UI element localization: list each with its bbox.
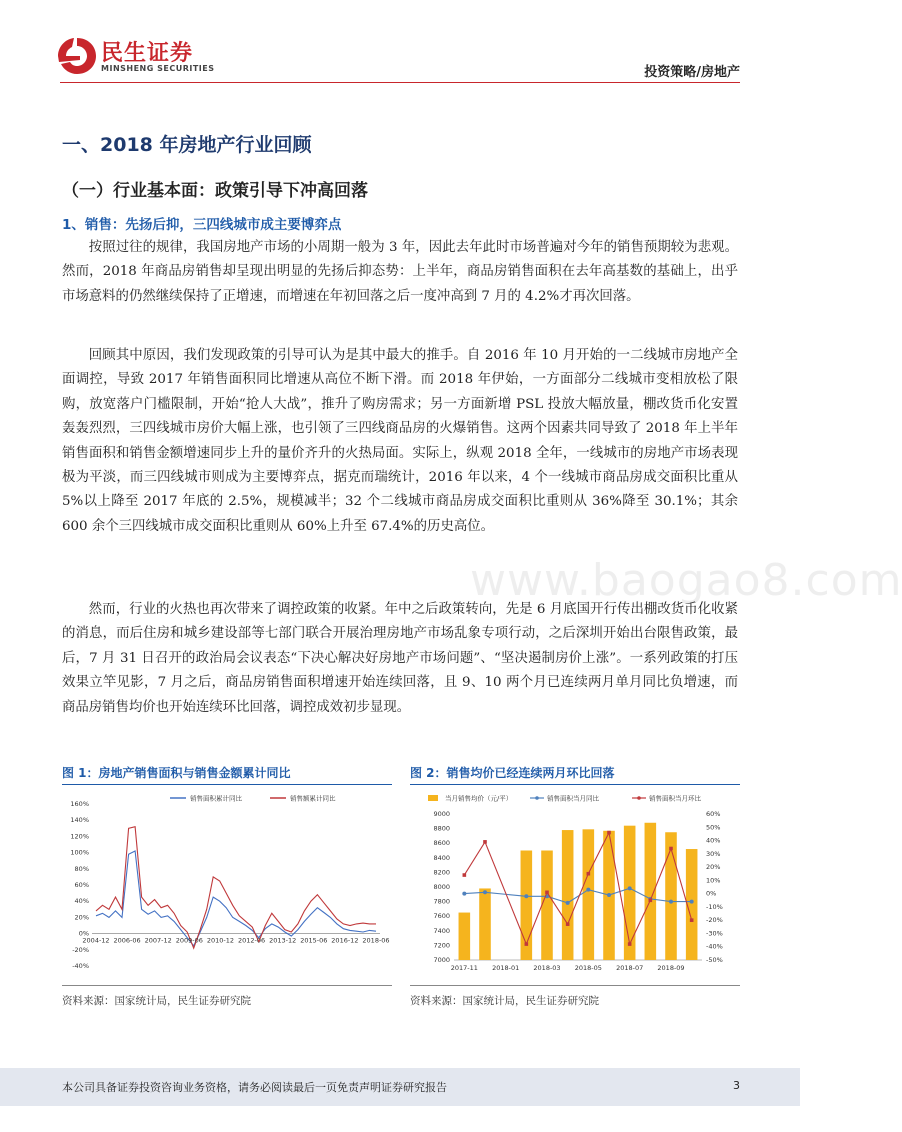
x-tick-label: 2018-01	[492, 964, 520, 972]
yoy-point	[462, 892, 466, 896]
logo-text-en: MINSHENG SECURITIES	[101, 64, 215, 73]
y-left-tick-label: 8600	[433, 839, 450, 848]
y-tick-label: 140%	[70, 816, 89, 825]
y-tick-label: 100%	[70, 848, 89, 857]
x-tick-label: 2010-12	[206, 936, 235, 945]
price-bar	[479, 888, 491, 960]
mom-point	[525, 942, 529, 946]
mom-point	[545, 891, 549, 895]
x-tick-label: 2018-09	[657, 964, 685, 972]
paragraph-3: 然而，行业的火热也再次带来了调控政策的收紧。年中之后政策转向，先是 6 月底国开行传出棚改货币化收紧的消息，而后住房和城乡建设部等七部门联合开展治理房地产市场乱象专项行动，之后深圳开始出台限售政策，最后，7 月 31 日召开的政治局会议表态“下决心解决好房地产市场问题”、“坚决遏制房价上涨”。一系列政策的打压效果立竿见影，7 月之后，商品房销售面积增速开始连续回落，且 9、10 两个月已连续两月单月同比负增速，而商品房销售均价也开始连续环比回落，调控成效初步显现。	[62, 602, 738, 715]
mom-point	[669, 847, 673, 851]
figure-2-bottom-rule	[410, 985, 740, 986]
x-tick-label: 2018-06	[362, 936, 390, 945]
logo-text-cn: 民生证券	[101, 41, 194, 66]
yoy-point	[524, 894, 528, 898]
subsection-heading: （一）行业基本面：政策引导下冲高回落	[62, 181, 368, 201]
legend-label: 销售面积当月环比	[649, 794, 701, 803]
legend-label: 当月销售均价（元/平）	[445, 794, 513, 803]
yoy-point	[607, 893, 611, 897]
page-number: 3	[733, 1079, 740, 1092]
figure-1-chart	[62, 788, 392, 980]
figure-2-source: 资料来源：国家统计局，民生证券研究院	[410, 995, 599, 1007]
y-left-tick-label: 7600	[433, 912, 450, 921]
y-right-tick-label: 60%	[706, 810, 721, 818]
x-tick-label: 2006-06	[113, 936, 141, 945]
topic-heading: 1、销售：先扬后抑，三四线城市成主要博弈点	[62, 217, 342, 233]
figure-2-rule	[410, 784, 740, 785]
mom-point	[587, 872, 591, 876]
page-header	[0, 0, 800, 90]
y-left-tick-label: 9000	[433, 810, 450, 818]
y-left-tick-label: 8800	[433, 824, 450, 833]
paragraph-1: 按照过往的规律，我国房地产市场的小周期一般为 3 年，因此去年此时市场普遍对今年的销售预期较为悲观。然而，2018 年商品房销售却呈现出明显的先扬后抑态势：上半年，商品房销售面积在去年高基数的基础上，出乎市场意料的仍然继续保持了正增速，而增速在年初回落之后一度冲高到 7 月的 4.2%才再次回落。	[62, 240, 738, 304]
figure-2-title: 图 2：销售均价已经连续两月环比回落	[410, 766, 615, 780]
y-tick-label: 40%	[74, 897, 89, 906]
y-right-tick-label: -40%	[706, 942, 723, 951]
yoy-point	[566, 901, 570, 905]
x-tick-label: 2009-06	[175, 936, 203, 945]
mom-point	[607, 831, 611, 835]
figure-1-title: 图 1：房地产销售面积与销售金额累计同比	[62, 766, 291, 780]
mom-point	[649, 898, 653, 902]
mom-point	[566, 922, 570, 926]
y-right-tick-label: 20%	[706, 863, 721, 872]
y-right-tick-label: -10%	[706, 902, 723, 911]
x-tick-label: 2018-03	[533, 964, 561, 972]
y-left-tick-label: 7200	[433, 941, 450, 950]
price-bar	[665, 832, 677, 960]
price-bar	[459, 913, 471, 960]
y-left-tick-label: 7000	[433, 956, 450, 964]
y-tick-label: 80%	[74, 864, 89, 873]
y-tick-label: 160%	[70, 800, 89, 808]
y-right-tick-label: -30%	[706, 929, 723, 938]
price-bar	[541, 851, 553, 961]
section-heading: 一、2018 年房地产行业回顾	[62, 134, 312, 156]
header-divider	[60, 82, 740, 83]
yoy-point	[669, 900, 673, 904]
figure-2-chart	[410, 788, 740, 980]
series-line-1	[464, 888, 691, 903]
x-tick-label: 2015-06	[300, 936, 328, 945]
x-tick-label: 2004-12	[82, 936, 110, 945]
legend-swatch-marker	[637, 796, 641, 800]
yoy-point	[628, 886, 632, 890]
y-tick-label: -40%	[72, 962, 89, 970]
y-left-tick-label: 8400	[433, 853, 450, 862]
page-footer	[0, 1068, 800, 1106]
mom-point	[628, 942, 632, 946]
y-tick-label: 120%	[70, 832, 89, 841]
legend-label-1: 销售面积累计同比	[190, 794, 242, 803]
y-left-tick-label: 7400	[433, 926, 450, 935]
y-right-tick-label: 0%	[706, 889, 717, 898]
figure-1-bottom-rule	[62, 985, 392, 986]
mom-point	[483, 840, 487, 844]
x-tick-label: 2016-12	[331, 936, 359, 945]
y-right-tick-label: -50%	[706, 956, 723, 964]
x-tick-label: 2012-06	[237, 936, 266, 945]
y-right-tick-label: 10%	[706, 876, 721, 885]
y-left-tick-label: 8200	[433, 868, 450, 877]
x-tick-label: 2013-12	[269, 936, 297, 945]
y-tick-label: -20%	[72, 945, 89, 954]
legend-swatch-bar	[428, 795, 438, 801]
report-category: 投资策略/房地产	[644, 65, 740, 80]
price-bar	[562, 830, 574, 960]
x-tick-label: 2007-12	[144, 936, 172, 945]
watermark: www.baogao8.com	[470, 555, 902, 606]
y-tick-label: 0%	[78, 929, 89, 938]
mom-point	[690, 918, 694, 922]
legend-swatch-marker	[535, 796, 539, 800]
y-left-tick-label: 8000	[433, 883, 450, 891]
x-tick-label: 2018-07	[616, 964, 644, 972]
figure-1-rule	[62, 784, 392, 785]
price-bar	[624, 826, 636, 960]
yoy-point	[586, 888, 590, 892]
yoy-point	[690, 900, 694, 904]
footer-disclaimer: 本公司具备证券投资咨询业务资格，请务必阅读最后一页免责声明证券研究报告	[62, 1081, 447, 1094]
y-right-tick-label: -20%	[706, 916, 723, 925]
yoy-point	[483, 890, 487, 894]
legend-label: 销售面积当月同比	[547, 794, 599, 803]
x-tick-label: 2018-05	[574, 964, 602, 972]
y-tick-label: 20%	[74, 913, 89, 922]
y-right-tick-label: 50%	[706, 823, 721, 832]
x-tick-label: 2017-11	[450, 964, 478, 972]
minsheng-logo-icon	[56, 36, 98, 76]
mom-point	[463, 873, 467, 877]
y-right-tick-label: 30%	[706, 849, 721, 858]
y-left-tick-label: 7800	[433, 897, 450, 906]
price-bar	[583, 829, 595, 960]
series-line-2	[96, 827, 376, 949]
series-line-2	[464, 833, 691, 945]
figure-1-source: 资料来源：国家统计局，民生证券研究院	[62, 995, 251, 1007]
legend-label-2: 销售额累计同比	[290, 794, 336, 803]
series-line-1	[96, 851, 376, 946]
y-right-tick-label: 40%	[706, 836, 721, 845]
y-tick-label: 60%	[74, 881, 89, 889]
paragraph-2: 回顾其中原因，我们发现政策的引导可认为是其中最大的推手。自 2016 年 10 月开始的一二线城市房地产全面调控，导致 2017 年销售面积同比增速从高位不断下滑。而 2018 年伊始，一方面部分二线城市变相放松了限购，放宽落户门槛限制，开始“抢人大战”，推升了购房需求；另一方面新增 PSL 投放大幅放量，棚改货币化安置轰轰烈烈，三四线城市房价大幅上涨，也引领了三四线商品房的火爆销售。这两个因素共同导致了 2018 年上半年销售面积和销售金额增速同步上升的量价齐升的火热局面。实际上，纵观 2018 全年，一线城市的房地产市场表现极为平淡，而三四线城市则成为主要博弈点，据克而瑞统计，2016 年以来，4 个一线城市商品房成交面积比重从 5%以上降至 2017 年底的 2.5%，规模减半；32 个二线城市商品房成交面积比重则从 36%降至 30.1%；其余 600 余个三四线城市成交面积比重则从 60%上升至 67.4%的历史高位。	[62, 348, 738, 534]
